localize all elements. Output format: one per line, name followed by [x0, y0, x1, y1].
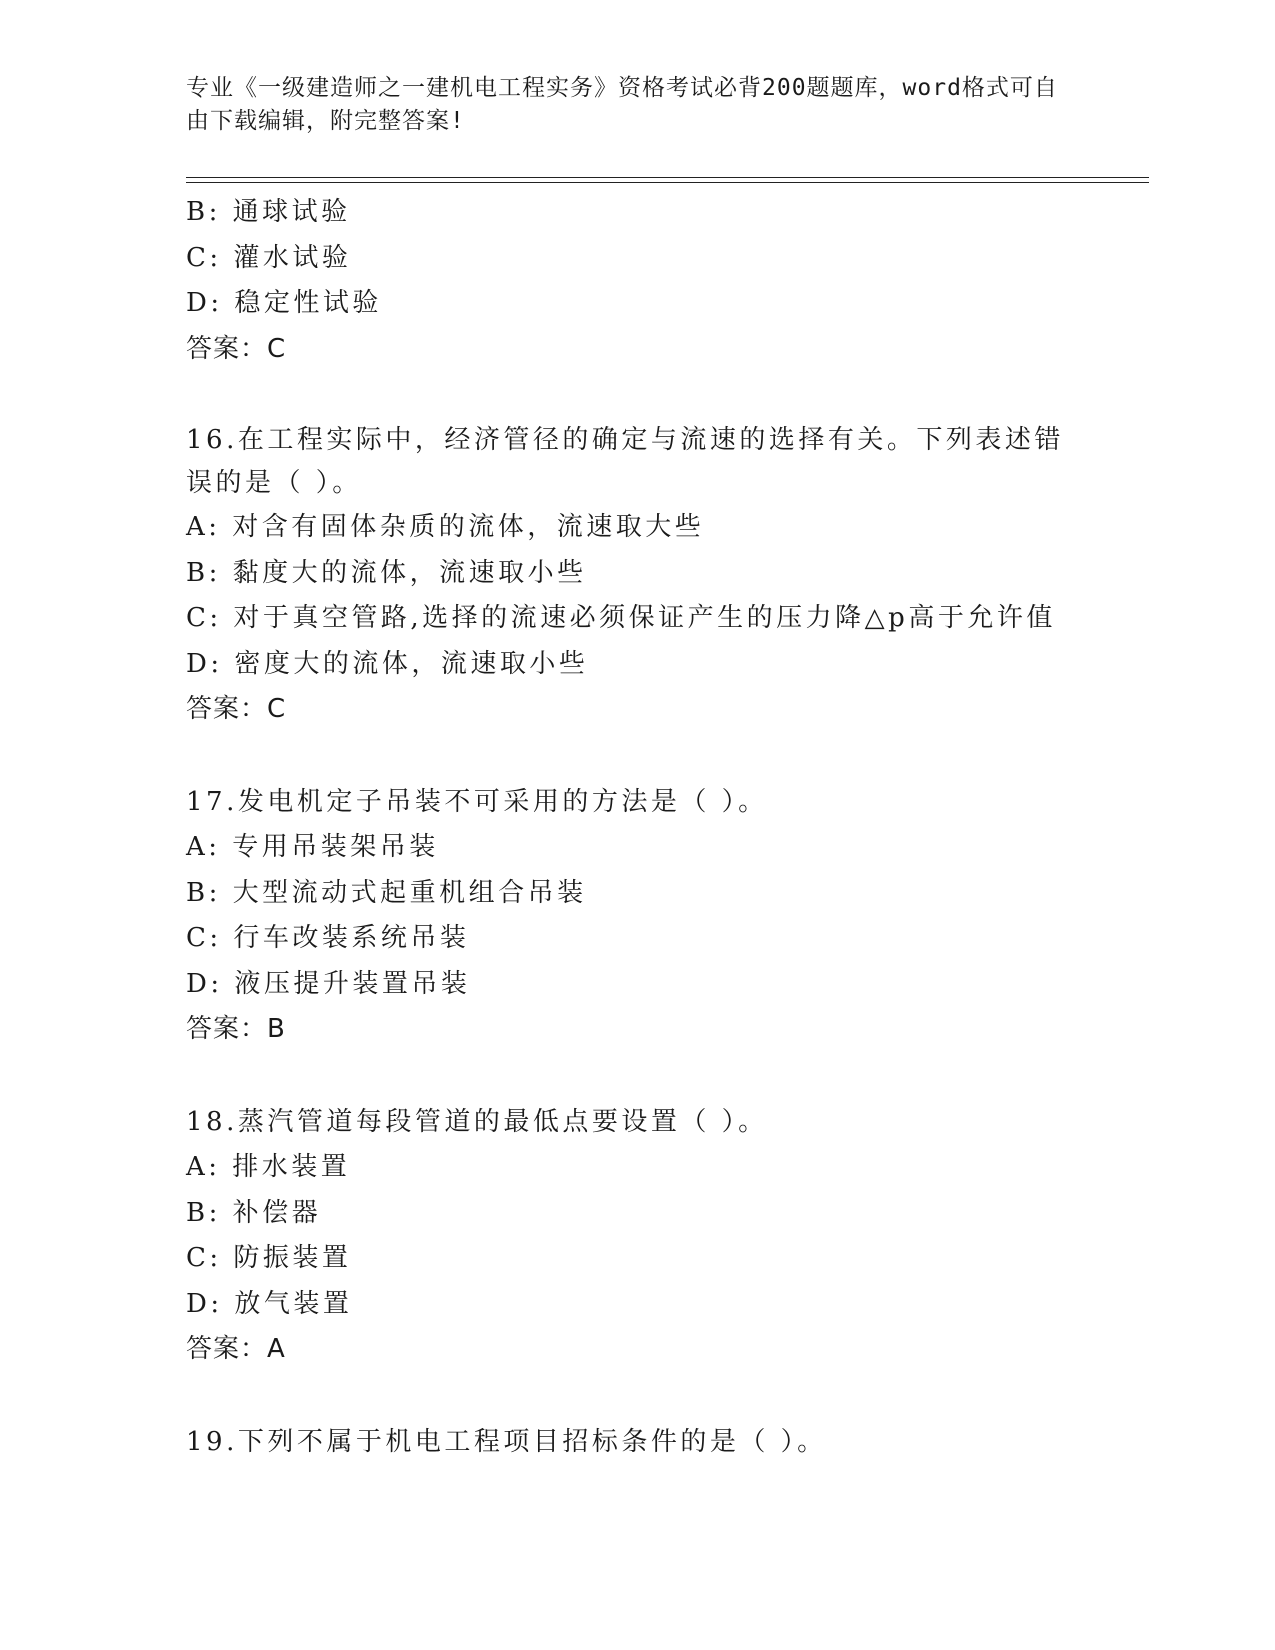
option-d: D: 放气装置	[186, 1288, 353, 1319]
spacer	[186, 733, 1086, 780]
question-list	[186, 190, 1086, 1465]
document-header	[186, 72, 1066, 138]
answer-line: 答案：A	[186, 1334, 286, 1364]
option-b: B: 黏度大的流体，流速取小些	[186, 557, 587, 588]
option-d: D: 液压提升装置吊装	[186, 968, 471, 999]
spacer	[186, 372, 1086, 419]
option-b: B: 大型流动式起重机组合吊装	[186, 877, 587, 908]
question-18	[186, 1100, 1086, 1373]
question-stem: 17.发电机定子吊装不可采用的方法是（ ）。	[186, 786, 768, 817]
answer-line: 答案：C	[186, 333, 287, 364]
spacer	[186, 1053, 1086, 1100]
question-continued	[186, 190, 1086, 372]
question-stem: 19.下列不属于机电工程项目招标条件的是（ ）。	[186, 1426, 827, 1457]
option-c: C: 对于真空管路,选择的流速必须保证产生的压力降△p高于允许值	[186, 603, 1056, 633]
question-19	[186, 1420, 1086, 1466]
answer-line: 答案：B	[186, 1014, 286, 1044]
option-a: A: 专用吊装架吊装	[186, 832, 439, 862]
question-stem: 16.在工程实际中，经济管径的确定与流速的选择有关。下列表述错误的是（ ）。	[186, 425, 1064, 498]
option-d: D: 密度大的流体，流速取小些	[186, 648, 589, 679]
option-d: D: 稳定性试验	[186, 288, 382, 318]
question-17	[186, 780, 1086, 1053]
option-b: B: 补偿器	[186, 1197, 322, 1228]
answer-line: 答案：C	[186, 694, 287, 724]
header-divider-bottom	[186, 182, 1149, 183]
header-text: 专业《一级建造师之一建机电工程实务》资格考试必背200题题库，word格式可自由下载编辑，附完整答案!	[186, 75, 1058, 134]
header-divider-top	[186, 177, 1149, 178]
option-c: C: 行车改装系统吊装	[186, 923, 470, 953]
spacer	[186, 1373, 1086, 1420]
question-16	[186, 419, 1086, 733]
option-a: A: 对含有固体杂质的流体，流速取大些	[186, 512, 705, 542]
option-b: B: 通球试验	[186, 197, 351, 227]
option-a: A: 排水装置	[186, 1152, 351, 1182]
question-stem: 18.蒸汽管道每段管道的最低点要设置（ ）。	[186, 1106, 768, 1137]
option-c: C: 防振装置	[186, 1243, 352, 1273]
option-c: C: 灌水试验	[186, 242, 352, 273]
